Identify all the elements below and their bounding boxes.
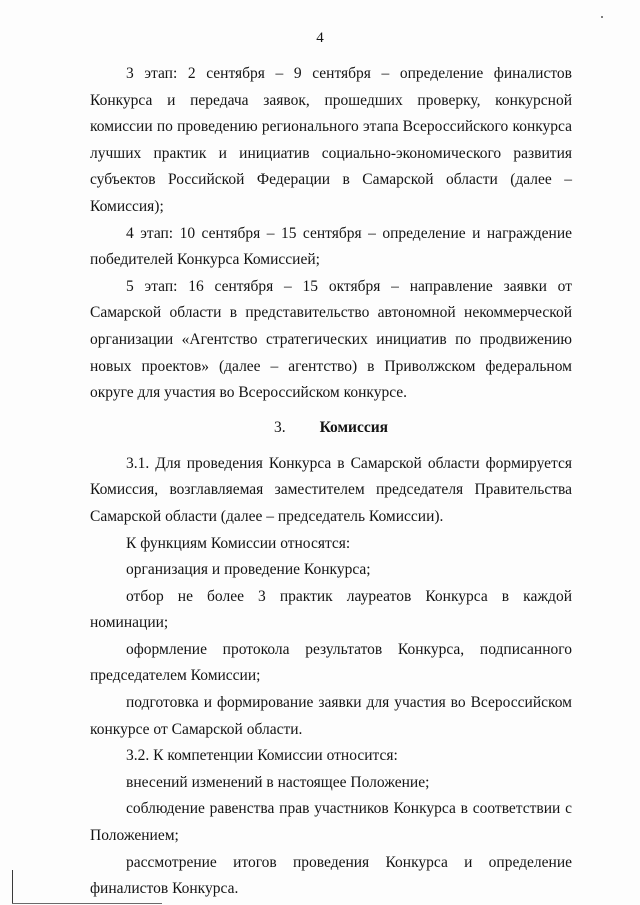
paragraph-3-2: 3.2. К компетенции Комиссии относится:: [126, 747, 398, 765]
function-item: организация и проведение Конкурса;: [126, 561, 371, 579]
scan-edge-line: [12, 870, 13, 904]
scan-speck: [601, 16, 603, 18]
function-item: подготовка и формирование заявки для участия во Всероссийском конкурсе от Самарской области.: [90, 694, 572, 738]
page-number: 4: [316, 30, 324, 46]
section-heading: [90, 415, 572, 441]
paragraph-stage-5: 5 этап: 16 сентября – 15 октября – направление заявки от Самарской области в представительство автономной некоммерческой организации «Агентство стратегических инициатив по продвижению новых проектов» (далее – агентство) в Приволжском федеральном округе для участия во Всероссийском конкурсе.: [90, 277, 572, 402]
paragraph-3-1: 3.1. Для проведения Конкурса в Самарской области формируется Комиссия, возглавляемая заместителем председателя Правительства Самарской области (далее – председатель Комиссии).: [90, 454, 572, 525]
competence-item: соблюдение равенства прав участников Конкурса в соответствии с Положением;: [90, 800, 572, 845]
paragraph-stage-3: 3 этап: 2 сентября – 9 сентября – определение финалистов Конкурса и передача заявок, прошедших проверку, конкурсной комиссии по проведению регионального этапа Всероссийского конкурса лучших практик и инициатив социально-экономического развития субъектов Российской Федерации в Самарской области (далее – Комиссия);: [90, 65, 572, 215]
function-item: оформление протокола результатов Конкурса, подписанного председателем Комиссии;: [90, 640, 572, 685]
function-item: отбор не более 3 практик лауреатов Конкурса в каждой номинации;: [90, 587, 572, 632]
document-body: [90, 61, 572, 903]
competence-item: внесений изменений в настоящее Положение;: [126, 773, 430, 791]
paragraph-functions-intro: К функциям Комиссии относятся:: [126, 534, 351, 552]
scan-edge-line: [12, 903, 162, 904]
section-number: 3.: [273, 418, 286, 436]
paragraph-stage-4: 4 этап: 10 сентября – 15 сентября – определение и награждение победителей Конкурса Комиссией;: [90, 224, 572, 269]
competence-item: рассмотрение итогов проведения Конкурса и определение финалистов Конкурса.: [90, 853, 572, 898]
section-title: Комиссия: [319, 418, 389, 436]
